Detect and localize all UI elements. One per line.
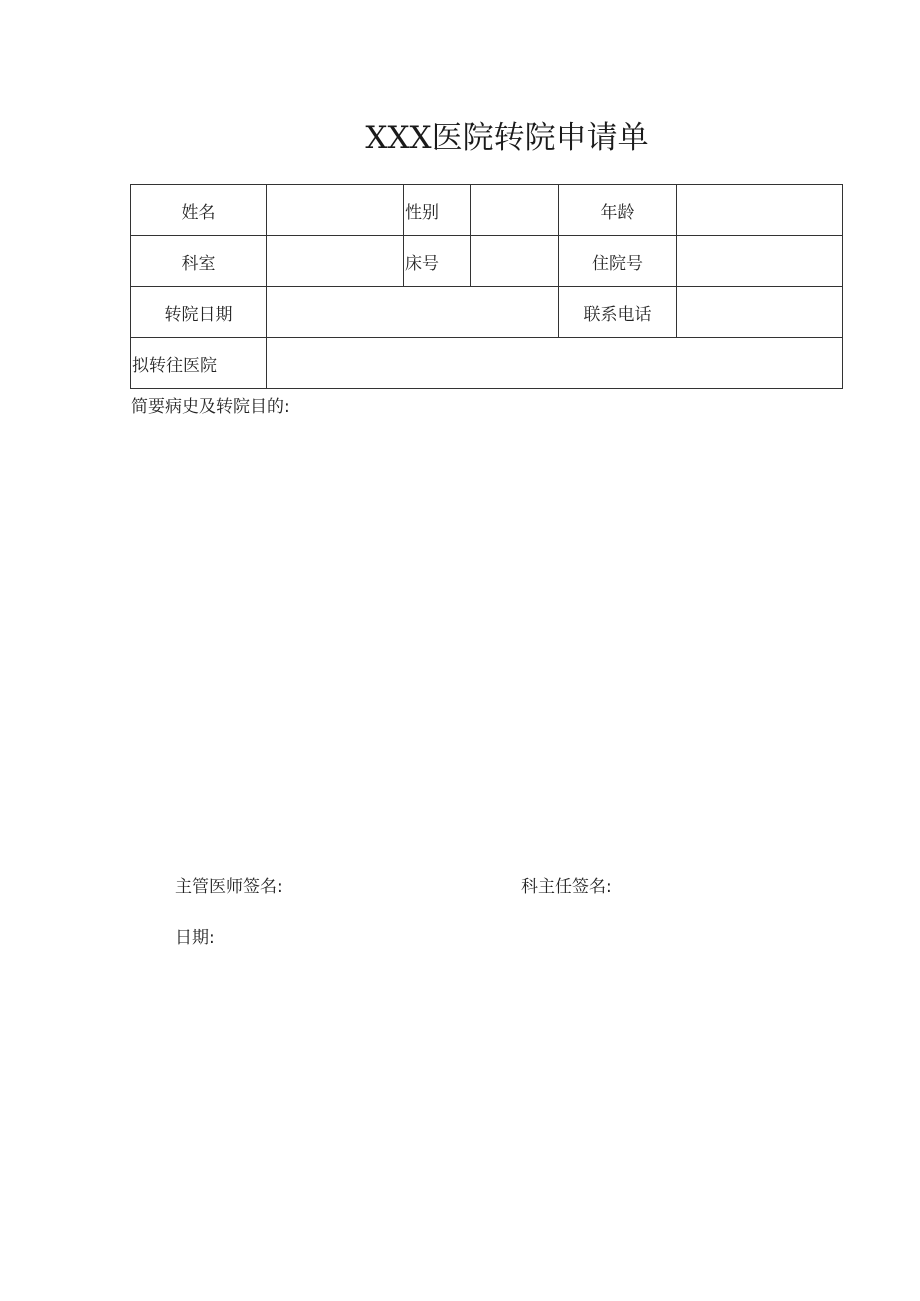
doctor-signature-label: 主管医师签名:	[175, 877, 283, 897]
contact-phone-label: 联系电话	[559, 287, 677, 338]
signature-date-label: 日期:	[175, 928, 215, 948]
history-purpose-field[interactable]	[131, 422, 842, 842]
contact-phone-field[interactable]	[677, 287, 843, 338]
admission-number-field[interactable]	[677, 236, 843, 287]
target-hospital-label: 拟转往医院	[131, 338, 267, 389]
gender-field[interactable]	[471, 185, 559, 236]
director-signature-label: 科主任签名:	[521, 877, 612, 897]
bed-number-label: 床号	[404, 236, 471, 287]
transfer-date-field[interactable]	[267, 287, 559, 338]
target-hospital-field[interactable]	[267, 338, 843, 389]
table-row	[131, 338, 843, 389]
department-field[interactable]	[267, 236, 404, 287]
table-row	[131, 185, 843, 236]
name-label: 姓名	[131, 185, 267, 236]
age-label: 年龄	[559, 185, 677, 236]
transfer-date-label: 转院日期	[131, 287, 267, 338]
history-purpose-label: 简要病史及转院目的:	[131, 397, 290, 417]
gender-label: 性别	[404, 185, 471, 236]
name-field[interactable]	[267, 185, 404, 236]
department-label: 科室	[131, 236, 267, 287]
document-title: XXX医院转院申请单	[365, 120, 649, 156]
bed-number-field[interactable]	[471, 236, 559, 287]
transfer-info-table	[130, 184, 843, 389]
table-row	[131, 236, 843, 287]
table-row	[131, 287, 843, 338]
admission-number-label: 住院号	[559, 236, 677, 287]
age-field[interactable]	[677, 185, 843, 236]
